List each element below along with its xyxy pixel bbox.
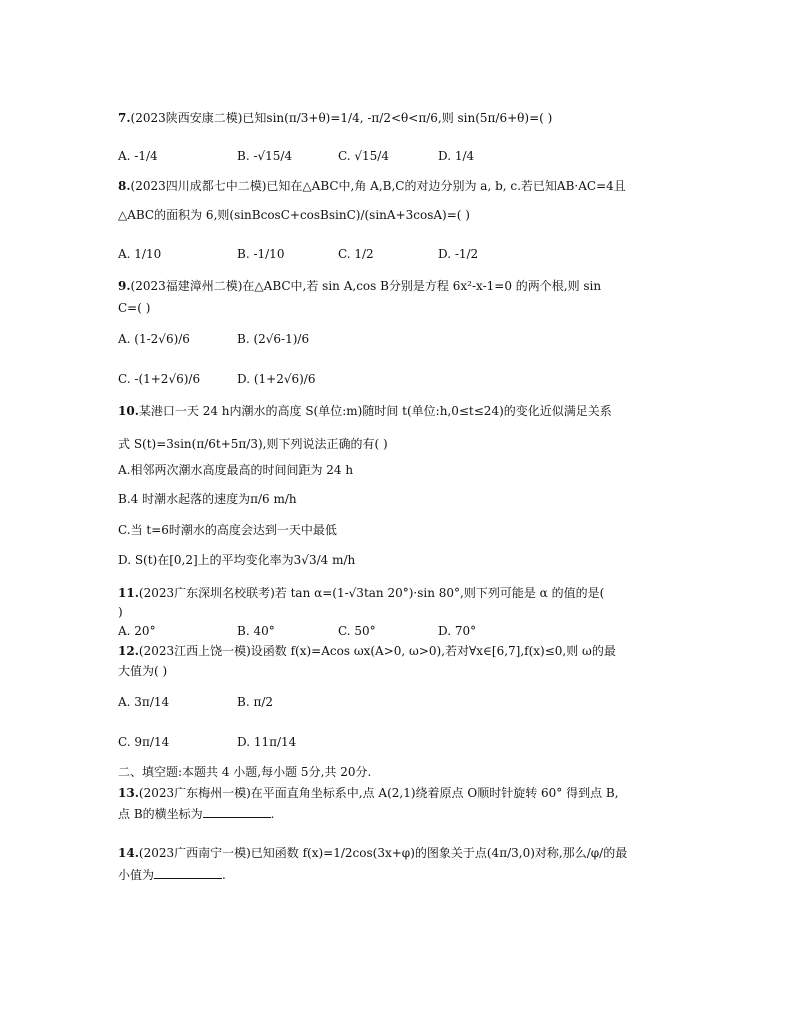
- question-text: 某港口一天 24 h内潮水的高度 S(单位:m)随时间 t(单位:h,0≤t≤24)的变化近似满足关系: [138, 404, 612, 418]
- option-d: D. -1/2: [438, 247, 479, 261]
- option-d: D. (1+2√6)/6: [237, 372, 316, 386]
- option-b: B. (2√6-1)/6: [237, 332, 310, 346]
- end-mark: .: [222, 868, 226, 882]
- question-8-stem-line2: △ABC的面积为 6,则(sinBcosC+cosBsinC)/(sinA+3cosA)=( ): [118, 208, 470, 222]
- option-c: C. 50°: [338, 624, 376, 638]
- option-a: A.相邻两次潮水高度最高的时间间距为 24 h: [118, 463, 354, 477]
- question-13-stem: [118, 785, 619, 801]
- question-text: 小值为: [118, 868, 155, 882]
- question-10-stem-line2: 式 S(t)=3sin(π/6t+5π/3),则下列说法正确的有( ): [118, 437, 388, 451]
- question-number: 10.: [118, 404, 139, 418]
- question-text: (2023广西南宁一模)已知函数 f(x)=1/2cos(3x+φ)的图象关于点(4π/3,0)对称,那么/φ/的最: [138, 846, 628, 860]
- question-number: 8.: [118, 179, 131, 193]
- question-number: 12.: [118, 644, 139, 658]
- question-7-stem: [118, 110, 552, 126]
- question-text: (2023福建漳州二模)在△ABC中,若 sin A,cos B分别是方程 6x²-x-1=0 的两个根,则 sin: [130, 279, 602, 293]
- option-b: B.4 时潮水起落的速度为π/6 m/h: [118, 492, 297, 506]
- question-10-stem: [118, 403, 612, 419]
- question-13-stem-line2: [118, 805, 274, 822]
- option-b: B. -√15/4: [237, 149, 293, 163]
- option-d: D. 70°: [438, 624, 477, 638]
- option-a: A. (1-2√6)/6: [118, 332, 190, 346]
- end-mark: .: [270, 807, 275, 821]
- question-number: 7.: [118, 111, 131, 125]
- question-11-stem: [118, 585, 604, 601]
- section-heading: 二、填空题:本题共 4 小题,每小题 5分,共 20分.: [118, 765, 372, 779]
- option-c: C. 9π/14: [118, 735, 170, 749]
- option-d: D. 1/4: [438, 149, 475, 163]
- question-11-stem-line2: ): [118, 605, 123, 619]
- question-14-stem-line2: [118, 866, 226, 883]
- question-12-stem: [118, 643, 616, 659]
- question-text: (2023陕西安康二模)已知sin(π/3+θ)=1/4, -π/2<θ<π/6,则 sin(5π/6+θ)=( ): [130, 111, 553, 125]
- option-c: C. 1/2: [338, 247, 374, 261]
- option-c: C. -(1+2√6)/6: [118, 372, 201, 386]
- question-text: (2023广东深圳名校联考)若 tan α=(1-√3tan 20°)·sin 80°,则下列可能是 α 的值的是(: [138, 586, 605, 600]
- option-c: C. √15/4: [338, 149, 389, 163]
- question-8-stem: [118, 178, 626, 194]
- question-14-stem: [118, 845, 627, 861]
- question-text: (2023广东梅州一模)在平面直角坐标系中,点 A(2,1)绕着原点 O顺时针旋转 60° 得到点 B,: [138, 786, 619, 800]
- option-d: D. 11π/14: [237, 735, 297, 749]
- question-number: 9.: [118, 279, 131, 293]
- question-number: 11.: [118, 586, 139, 600]
- option-a: A. 3π/14: [118, 695, 170, 709]
- question-number: 13.: [118, 786, 139, 800]
- question-text: (2023江西上饶一模)设函数 f(x)=Acos ωx(A>0, ω>0),若对∀x∈[6,7],f(x)≤0,则 ω的最: [138, 644, 616, 658]
- option-d: D. S(t)在[0,2]上的平均变化率为3√3/4 m/h: [118, 553, 356, 567]
- question-9-stem: [118, 278, 601, 294]
- option-a: A. 1/10: [118, 247, 162, 261]
- option-b: B. -1/10: [237, 247, 285, 261]
- question-number: 14.: [118, 846, 139, 860]
- question-text: 点 B的横坐标为: [118, 807, 203, 821]
- option-a: A. -1/4: [118, 149, 158, 163]
- answer-blank[interactable]: [154, 866, 222, 879]
- answer-blank[interactable]: [203, 805, 271, 818]
- question-12-stem-line2: 大值为( ): [118, 664, 168, 678]
- question-9-stem-line2: C=( ): [118, 301, 151, 315]
- option-b: B. π/2: [237, 695, 274, 709]
- option-a: A. 20°: [118, 624, 156, 638]
- option-c: C.当 t=6时潮水的高度会达到一天中最低: [118, 523, 337, 537]
- option-b: B. 40°: [237, 624, 275, 638]
- question-text: (2023四川成都七中二模)已知在△ABC中,角 A,B,C的对边分别为 a, b, c.若已知AB·AC=4且: [130, 179, 626, 193]
